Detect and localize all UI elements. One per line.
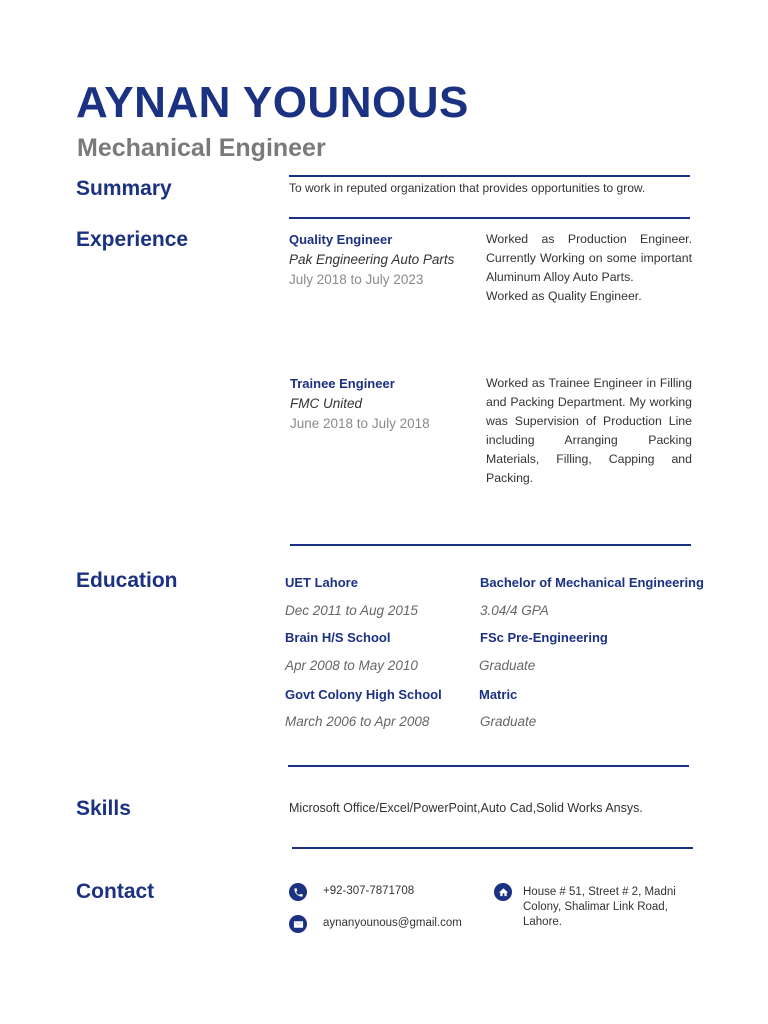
job-description: [486, 230, 692, 306]
divider: [289, 175, 690, 177]
phone-icon: [289, 883, 307, 901]
divider: [292, 847, 693, 849]
email-icon: [289, 915, 307, 933]
divider: [288, 765, 689, 767]
skills-text: Microsoft Office/Excel/PowerPoint,Auto Cad,Solid Works Ansys.: [289, 801, 643, 815]
section-title-skills: Skills: [76, 797, 131, 820]
section-title-experience: Experience: [76, 228, 189, 251]
divider: [289, 217, 690, 219]
job-description-text: Worked as Production Engineer. Currently Working on some important Aluminum Alloy Auto Parts.: [486, 232, 692, 284]
job-title: Quality Engineer: [289, 232, 393, 247]
education-result: Graduate: [479, 658, 536, 673]
contact-phone: +92-307-7871708: [323, 885, 415, 897]
education-school: Brain H/S School: [285, 630, 391, 645]
job-company: Pak Engineering Auto Parts: [289, 252, 455, 267]
candidate-name: AYNAN YOUNOUS: [76, 78, 469, 127]
experience-item: [290, 376, 430, 431]
education-dates: Dec 2011 to Aug 2015: [285, 603, 418, 618]
education-dates: Apr 2008 to May 2010: [285, 658, 418, 673]
job-description: [486, 374, 692, 488]
contact-address: House # 51, Street # 2, Madni Colony, Shalimar Link Road, Lahore.: [523, 886, 676, 928]
experience-item: [289, 232, 454, 287]
candidate-role: Mechanical Engineer: [77, 134, 326, 162]
job-description-text: Worked as Quality Engineer.: [486, 289, 642, 303]
education-dates: March 2006 to Apr 2008: [285, 714, 430, 729]
education-result: Graduate: [480, 714, 537, 729]
home-icon: [494, 883, 512, 901]
education-degree: Matric: [479, 687, 518, 702]
section-title-education: Education: [76, 569, 178, 592]
education-school: UET Lahore: [285, 575, 358, 590]
education-degree: FSc Pre-Engineering: [480, 630, 608, 645]
education-degree: Bachelor of Mechanical Engineering: [480, 575, 704, 590]
summary-text: To work in reputed organization that provides opportunities to grow.: [289, 181, 646, 195]
education-result: 3.04/4 GPA: [480, 603, 549, 618]
job-title: Trainee Engineer: [290, 376, 395, 391]
section-title-contact: Contact: [76, 880, 155, 903]
job-description-text: Worked as Trainee Engineer in Filling and Packing Department. My working was Supervision of Production Line including Arranging Packing Materials, Filling, Capping and Packing.: [486, 376, 692, 485]
divider: [290, 544, 691, 546]
section-title-summary: Summary: [76, 177, 172, 200]
job-dates: July 2018 to July 2023: [289, 272, 424, 287]
contact-email: aynanyounous@gmail.com: [323, 917, 462, 929]
education-school: Govt Colony High School: [285, 687, 442, 702]
job-dates: June 2018 to July 2018: [290, 416, 430, 431]
job-company: FMC United: [290, 396, 363, 411]
